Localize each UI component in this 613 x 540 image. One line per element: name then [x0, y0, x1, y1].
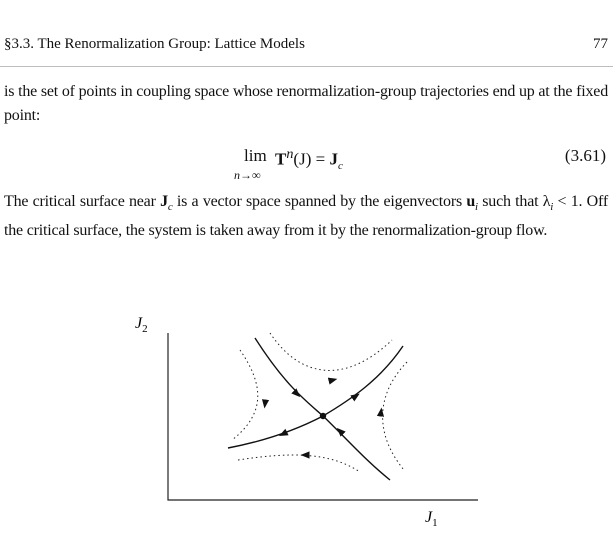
para2-subscript-i2: i: [550, 201, 554, 214]
para2-subscript-i: i: [475, 201, 478, 214]
lim-subscript: n→∞: [234, 168, 261, 182]
operator-T: T: [275, 149, 287, 169]
power-n: n: [286, 146, 294, 162]
para2-text-1: The critical surface near: [4, 193, 161, 210]
para2-subscript-c: c: [167, 201, 173, 214]
equation-argument: (J) =: [293, 149, 330, 169]
y-axis-label: $J_2$: [135, 315, 148, 335]
section-title: §3.3. The Renormalization Group: Lattice Models: [4, 36, 305, 52]
equation-body: [275, 146, 343, 172]
flow-right: [383, 362, 407, 470]
equation-number: (3.61): [564, 146, 606, 165]
x-axis-label: $J_1$: [425, 509, 438, 529]
arrow-flow-right: [380, 412, 381, 420]
arrow-flow-top: [325, 380, 333, 382]
page-number: 77: [593, 36, 608, 52]
para2-J: J: [160, 193, 168, 210]
subscript-c: c: [337, 160, 343, 173]
para2-lambda: λ: [542, 193, 551, 210]
fixed-point-J: J: [329, 149, 338, 169]
relevant-direction-curve: [228, 346, 403, 448]
paragraph-2: [4, 190, 608, 243]
running-header: [4, 36, 608, 53]
para2-text-2: is a vector space spanned by the eigenvectors: [172, 193, 467, 210]
critical-surface-curve: [255, 338, 390, 480]
equation-3-61: [0, 146, 613, 188]
para2-text-3: such that: [477, 193, 543, 210]
paragraph-1: is the set of points in coupling space whose renormalization-group trajectories end up at the fixed point:: [4, 83, 608, 124]
para2-u: u: [466, 193, 476, 210]
para2-text-4: < 1. Off the critical surface, the system is taken away from it by the renormalization-group flow.: [4, 193, 608, 240]
lim-operator: lim: [244, 146, 267, 165]
flow-left: [232, 350, 258, 440]
flow-bottom: [238, 455, 360, 472]
rg-flow-diagram: [0, 300, 613, 540]
header-rule: [0, 66, 613, 67]
fixed-point-dot: [320, 413, 326, 419]
arrow-flow-left: [265, 396, 266, 404]
flow-top: [270, 333, 392, 370]
